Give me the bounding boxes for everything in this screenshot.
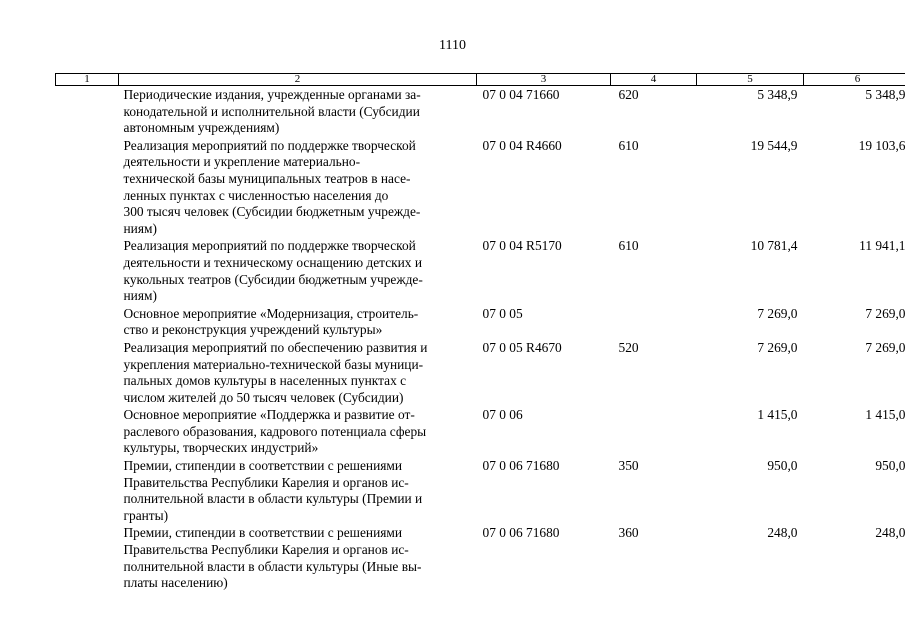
row-amount-1: 19 544,9: [750, 137, 798, 153]
table-row: [56, 86, 905, 137]
table-row: [56, 237, 905, 304]
column-number-6: 6: [804, 74, 905, 86]
row-blank-cell: [56, 237, 119, 304]
row-amount-1: 7 269,0: [757, 339, 798, 355]
row-blank-cell: [56, 86, 119, 137]
table-body: [56, 86, 905, 592]
row-classification-code: 07 0 06 71680: [482, 458, 560, 474]
row-classification-code: 07 0 04 71660: [482, 87, 560, 102]
table-row: [56, 406, 905, 457]
table-row: [56, 339, 905, 406]
row-expense-type: 610: [618, 238, 639, 254]
column-number-4: 4: [611, 74, 697, 86]
row-blank-cell: [56, 406, 119, 457]
row-blank-cell: [56, 524, 119, 591]
table-row: [56, 457, 905, 524]
column-number-2: 2: [119, 74, 477, 86]
table-row: [56, 524, 905, 591]
row-description: Премии, стипендии в соответствии с решениями Правительства Республики Карелия и органов ис- полнительной власти в области культуры (Иные вы- платы населению): [123, 525, 422, 591]
row-classification-code: 07 0 04 R5170: [482, 238, 562, 254]
row-description: Премии, стипендии в соответствии с решениями Правительства Республики Карелия и органов ис- полнительной власти в области культуры (Премии и гранты): [123, 458, 423, 523]
row-description: Реализация мероприятий по поддержке творческой деятельности и укрепление материально- технической базы муниципальных театров в насе- ленных пунктах с численностью населения до 300 тысяч человек (Субсидии бюджетным учрежде- ниям): [123, 137, 421, 236]
row-blank-cell: [56, 457, 119, 524]
row-blank-cell: [56, 305, 119, 339]
row-expense-type: 610: [618, 137, 639, 153]
row-amount-2: 5 348,9: [865, 87, 905, 102]
row-amount-1: 1 415,0: [757, 407, 798, 423]
column-number-3: 3: [477, 74, 611, 86]
row-amount-2: 950,0: [875, 458, 905, 474]
row-amount-2: 7 269,0: [865, 339, 905, 355]
table-header: [56, 74, 905, 86]
row-classification-code: 07 0 06: [482, 407, 523, 423]
row-description: Реализация мероприятий по обеспечению развития и укрепления материально-технической базы муници- пальных домов культуры в населенных пунктах с числом жителей до 50 тысяч человек (Субсидии): [123, 339, 428, 405]
row-blank-cell: [56, 137, 119, 238]
row-description: Реализация мероприятий по поддержке творческой деятельности и техническому оснащению детских и кукольных театров (Субсидии бюджетным учрежде- ниям): [123, 238, 423, 304]
column-number-1: 1: [56, 74, 119, 86]
row-amount-1: 5 348,9: [757, 87, 798, 102]
row-amount-2: 248,0: [875, 525, 905, 541]
column-number-5: 5: [697, 74, 804, 86]
row-amount-1: 7 269,0: [757, 305, 798, 321]
budget-table: [55, 73, 905, 592]
row-blank-cell: [56, 339, 119, 406]
row-description: Основное мероприятие «Поддержка и развитие от- раслевого образования, кадрового потенциала сферы культуры, творческих индустрий»: [123, 407, 427, 456]
row-amount-2: 19 103,6: [858, 137, 905, 153]
table-row: [56, 137, 905, 238]
row-amount-1: 248,0: [767, 525, 798, 541]
table-row: [56, 305, 905, 339]
row-classification-code: 07 0 05 R4670: [482, 339, 562, 355]
header-row: [56, 74, 905, 86]
row-amount-2: 11 941,1: [859, 238, 905, 254]
row-classification-code: 07 0 04 R4660: [482, 137, 562, 153]
row-amount-1: 10 781,4: [750, 238, 798, 254]
row-expense-type: 620: [618, 87, 639, 102]
row-expense-type: 350: [618, 458, 639, 474]
row-amount-2: 7 269,0: [865, 305, 905, 321]
row-amount-1: 950,0: [767, 458, 798, 474]
row-expense-type: 360: [618, 525, 639, 541]
page-number: 1110: [439, 38, 466, 53]
row-expense-type: [611, 406, 697, 457]
row-description: Основное мероприятие «Модернизация, строитель- ство и реконструкция учреждений культуры»: [123, 305, 419, 338]
row-classification-code: 07 0 05: [482, 305, 523, 321]
row-classification-code: 07 0 06 71680: [482, 525, 560, 541]
row-description: Периодические издания, учрежденные органами за- конодательной и исполнительной власти (Субсидии автономным учреждениям): [123, 87, 421, 136]
row-expense-type: [611, 305, 697, 339]
row-expense-type: 520: [618, 339, 639, 355]
row-amount-2: 1 415,0: [865, 407, 905, 423]
